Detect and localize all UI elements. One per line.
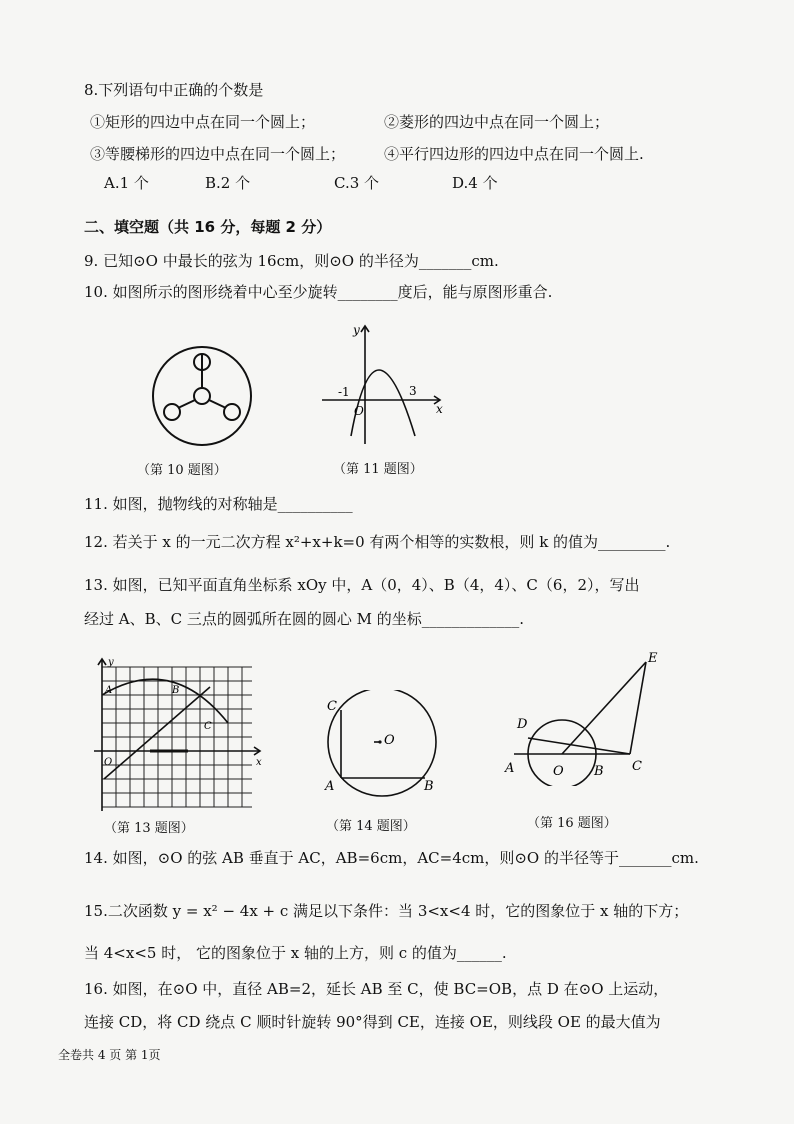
- figure-11-three: 3: [409, 384, 417, 398]
- section-heading: 二、填空题（共 16 分，每题 2 分）: [84, 218, 332, 236]
- figure-10-caption: （第 10 题图）: [137, 463, 227, 478]
- page-footer: 全卷共 4 页 第 1页: [58, 1048, 161, 1062]
- q8-statement-3: ③等腰梯形的四边中点在同一个圆上；: [90, 145, 346, 163]
- q16-line-1: 16. 如图，在⊙O 中，直径 AB=2，延长 AB 至 C，使 BC=OB，点 D 在⊙O 上运动，: [84, 980, 669, 998]
- q11: 11. 如图，抛物线的对称轴是__________: [84, 495, 353, 513]
- figure-13: [92, 655, 266, 815]
- q8-statement-4: ④平行四边形的四边中点在同一个圆上.: [384, 145, 644, 163]
- figure-11: [318, 320, 448, 450]
- figure-16-point-d: D: [517, 717, 528, 732]
- q12: 12. 若关于 x 的一元二次方程 x²+x+k=0 有两个相等的实数根，则 k 的值为_________.: [84, 533, 671, 551]
- figure-13-caption: （第 13 题图）: [104, 821, 194, 836]
- q8-option-d: D.4 个: [452, 174, 498, 192]
- figure-11-y-label: y: [353, 323, 360, 337]
- figure-14-point-c: C: [327, 699, 337, 714]
- q8-option-b: B.2 个: [205, 174, 251, 192]
- q8-statement-2: ②菱形的四边中点在同一个圆上；: [384, 113, 610, 131]
- q14: 14. 如图，⊙O 的弦 AB 垂直于 AC，AB=6cm，AC=4cm，则⊙O 的半径等于_______cm.: [84, 849, 699, 867]
- q13-line-2: 经过 A、B、C 三点的圆弧所在圆的圆心 M 的坐标_____________.: [84, 610, 525, 628]
- figure-13-point-a: A: [105, 685, 113, 696]
- figure-14-point-b: B: [424, 779, 434, 794]
- figure-13-y-label: y: [108, 657, 114, 668]
- q8-statement-1: ①矩形的四边中点在同一个圆上；: [90, 113, 316, 131]
- figure-11-origin: O: [354, 404, 364, 418]
- figure-16: [498, 646, 664, 786]
- figure-16-point-c: C: [632, 759, 642, 774]
- figure-16-center-o: O: [553, 764, 564, 779]
- q10: 10. 如图所示的图形绕着中心至少旋转________度后，能与原图形重合.: [84, 283, 553, 301]
- q13-line-1: 13. 如图，已知平面直角坐标系 xOy 中，A（0，4）、B（4，4）、C（6，2），写出: [84, 576, 640, 594]
- q15-line-2: 当 4<x<5 时， 它的图象位于 x 轴的上方，则 c 的值为______.: [84, 944, 507, 962]
- figure-16-point-b: B: [594, 764, 604, 779]
- q8-stem: 8.下列语句中正确的个数是: [84, 81, 264, 99]
- figure-16-caption: （第 16 题图）: [527, 816, 617, 831]
- figure-14-caption: （第 14 题图）: [326, 819, 416, 834]
- figure-10: [150, 344, 254, 448]
- figure-14: [318, 690, 444, 800]
- q9: 9. 已知⊙O 中最长的弦为 16cm，则⊙O 的半径为_______cm.: [84, 252, 499, 270]
- figure-14-center-o: O: [384, 733, 395, 748]
- q15-line-1: 15.二次函数 y = x² − 4x + c 满足以下条件：当 3<x<4 时，它的图象位于 x 轴的下方；: [84, 902, 689, 920]
- figure-13-origin: O: [104, 757, 113, 768]
- figure-14-point-a: A: [325, 779, 335, 794]
- q8-option-a: A.1 个: [104, 174, 149, 192]
- q16-line-2: 连接 CD，将 CD 绕点 C 顺时针旋转 90°得到 CE，连接 OE，则线段 OE 的最大值为: [84, 1013, 661, 1031]
- q8-option-c: C.3 个: [334, 174, 380, 192]
- figure-11-x-label: x: [436, 402, 443, 416]
- figure-13-point-c: C: [204, 721, 212, 732]
- figure-16-point-e: E: [648, 651, 658, 666]
- figure-11-caption: （第 11 题图）: [333, 462, 423, 477]
- figure-13-x-label: x: [256, 757, 262, 768]
- figure-11-neg1: -1: [338, 385, 350, 399]
- figure-16-point-a: A: [505, 761, 515, 776]
- figure-13-point-b: B: [172, 685, 180, 696]
